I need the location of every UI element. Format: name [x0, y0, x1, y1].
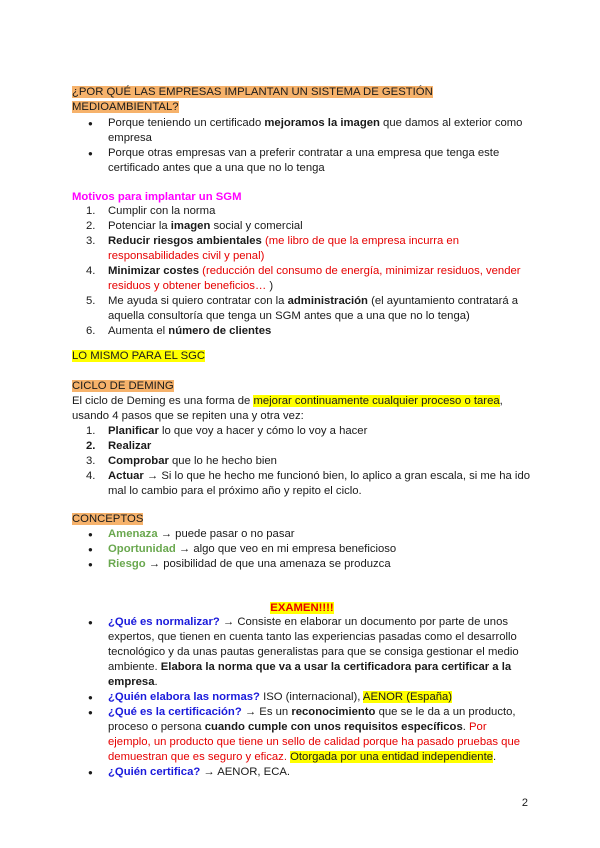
list-item: ● ¿Qué es normalizar? → Consiste en elaborar un documento por parte de unos expertos, que tienen en cuenta tanto las experiencias pasadas como el desarrollo tecnológico y da unas pautas generalistas para que se consiga gestionar el medio ambiente. Elabora la norma que va a usar la certificadora para certificar a la empresa.	[72, 615, 532, 690]
list-item: 1. Cumplir con la norma	[86, 205, 216, 217]
deming-steps	[72, 424, 532, 499]
list-item: 2. Realizar	[86, 440, 152, 452]
list-item: ● ¿Qué es la certificación? → Es un reconocimiento que se le da a un producto, proceso o persona cuando cumple con unos requisitos específicos. Por ejemplo, un producto que tiene un sello de calidad porque ha pasado pruebas que demuestran que es seguro y eficaz. Otorgada por una entidad independiente.	[72, 705, 532, 765]
list-item: 3. Comprobar que lo he hecho bien	[86, 455, 277, 467]
list-item: 5. Me ayuda si quiero contratar con la administración (el ayuntamiento contratará a aquella consultoría que tenga un SGM antes que a una que no lo tenga)	[86, 295, 519, 322]
list-item: ● Amenaza → puede pasar o no pasar	[72, 527, 532, 542]
list-item: ● Porque teniendo un certificado mejoramos la imagen que damos al exterior como empresa	[72, 116, 532, 146]
list-item: ● Porque otras empresas van a preferir contratar a una empresa que tenga este certificado antes que a una que no lo tenga	[72, 146, 532, 176]
heading-line-2: MEDIOAMBIENTAL?	[72, 101, 179, 113]
examen-list	[72, 615, 532, 780]
deming-section: CICLO DE DEMING El ciclo de Deming es una forma de mejorar continuamente cualquier proceso o tarea, usando 4 pasos que se repiten una y otra vez:	[72, 380, 503, 422]
conceptos-list	[72, 527, 532, 572]
sgc-note: LO MISMO PARA EL SGC	[72, 350, 206, 362]
motivos-title: Motivos para implantar un SGM	[72, 191, 242, 203]
list-item: ● Riesgo → posibilidad de que una amenaza se produzca	[72, 557, 532, 572]
list-item: ● Oportunidad → algo que veo en mi empresa beneficioso	[72, 542, 532, 557]
section-heading-why	[72, 85, 532, 115]
list-item: ● ¿Quién elabora las normas? ISO (internacional), AENOR (España)	[72, 690, 532, 705]
deming-title: CICLO DE DEMING	[72, 380, 174, 392]
conceptos-title: CONCEPTOS	[72, 513, 144, 525]
list-item: 3. Reducir riesgos ambientales (me libro de que la empresa incurra en responsabilidades civil y penal)	[86, 235, 459, 262]
list-item: 4. Actuar → Si lo que he hecho me funcionó bien, lo aplico a gran escala, si me ha ido mal lo cambio para el próximo año y repito el ciclo.	[86, 470, 531, 497]
list-item: 2. Potenciar la imagen social y comercial	[86, 220, 303, 232]
list-item: 1. Planificar lo que voy a hacer y cómo lo voy a hacer	[86, 425, 368, 437]
page-number: 2	[521, 797, 528, 809]
heading-line-1: ¿POR QUÉ LAS EMPRESAS IMPLANTAN UN SISTEMA DE GESTIÓN	[72, 86, 433, 98]
why-list	[72, 116, 532, 176]
list-item: 4. Minimizar costes (reducción del consumo de energía, minimizar residuos, vender residuos y obtener beneficios… )	[86, 265, 521, 292]
motivos-list	[72, 204, 532, 339]
examen-title: EXAMEN!!!!	[270, 602, 334, 614]
list-item: ● ¿Quién certifica? → AENOR, ECA.	[72, 765, 532, 780]
list-item: 6. Aumenta el número de clientes	[86, 325, 272, 337]
